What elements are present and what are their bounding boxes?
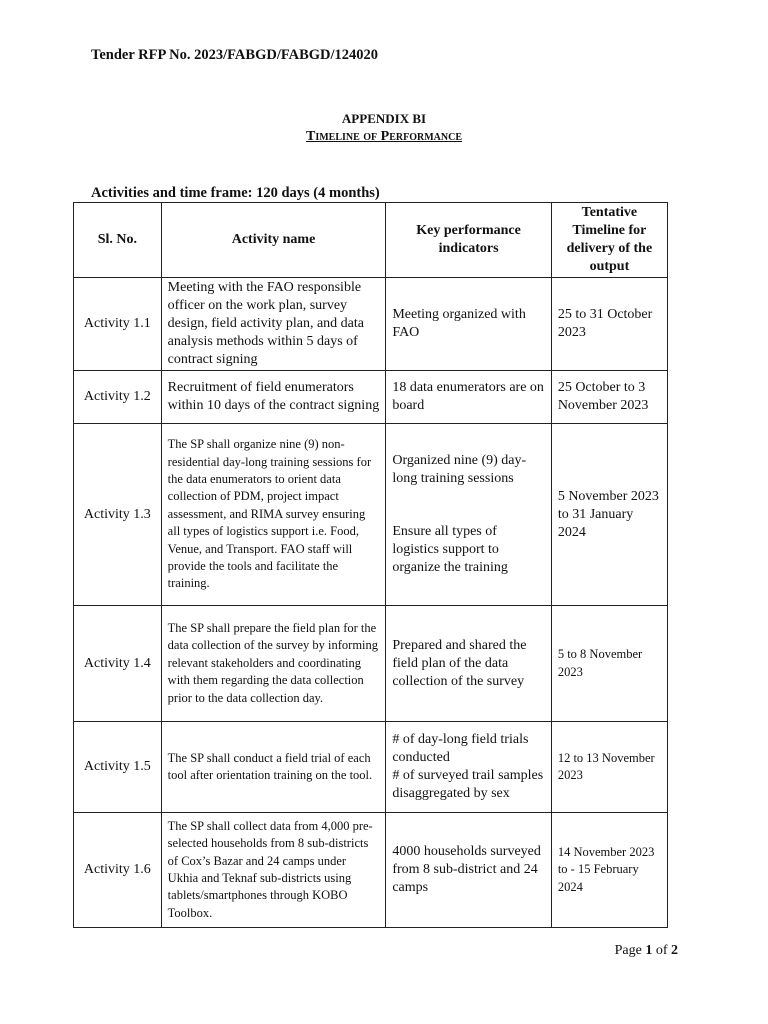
activity-name: The SP shall conduct a field trial of each tool after orientation training on the tool. xyxy=(161,722,386,813)
kpi-cell xyxy=(386,424,551,606)
activity-number: Activity 1.6 xyxy=(74,813,162,928)
table-row xyxy=(74,813,668,928)
page-of-label: of xyxy=(655,943,668,958)
subtitle-text: Timeline of Performance xyxy=(305,129,462,144)
table-row xyxy=(74,722,668,813)
column-header-timeline: Tentative Timeline for delivery of the output xyxy=(551,203,667,278)
table-header-row xyxy=(74,203,668,278)
kpi-cell xyxy=(386,722,551,813)
kpi-cell xyxy=(386,371,551,424)
column-header-sl-no: Sl. No. xyxy=(74,203,162,278)
activity-name: Meeting with the FAO responsible officer on the work plan, survey design, field activity plan, and data analysis methods within 5 days of contract signing xyxy=(161,278,386,371)
kpi-text: 18 data enumerators are on board xyxy=(392,380,544,413)
page-current: 1 xyxy=(645,943,653,958)
kpi-text: 4000 households surveyed from 8 sub-district and 24 camps xyxy=(392,844,541,895)
timeline-cell: 14 November 2023 to - 15 February 2024 xyxy=(551,813,667,928)
kpi-cell xyxy=(386,278,551,371)
timeline-cell: 12 to 13 November 2023 xyxy=(551,722,667,813)
table-row xyxy=(74,278,668,371)
activities-heading: Activities and time frame: 120 days (4 months) xyxy=(91,185,380,201)
kpi-spacer xyxy=(392,488,544,523)
kpi-cell xyxy=(386,606,551,722)
activity-number: Activity 1.1 xyxy=(74,278,162,371)
activity-number: Activity 1.5 xyxy=(74,722,162,813)
kpi-cell xyxy=(386,813,551,928)
tender-reference: Tender RFP No. 2023/FABGD/FABGD/124020 xyxy=(91,47,379,63)
appendix-title: APPENDIX BI xyxy=(341,111,427,126)
table-row xyxy=(74,424,668,606)
timeline-cell: 5 November 2023 to 31 January 2024 xyxy=(551,424,667,606)
activity-name: The SP shall organize nine (9) non-residential day-long training sessions for the data enumerators to orient data collection of PDM, project impact assessment, and RIMA survey ensuring all types of logistics support i.e. Food, Venue, and Transport. FAO staff will provide the tools and facilitate the training. xyxy=(161,424,386,606)
kpi-text-secondary: Ensure all types of logistics support to organize the training xyxy=(392,524,508,575)
page-number xyxy=(615,943,678,959)
kpi-text: Meeting organized with FAO xyxy=(392,307,526,340)
page-total: 2 xyxy=(671,943,678,958)
activity-number: Activity 1.4 xyxy=(74,606,162,722)
kpi-text: # of day-long field trials conducted xyxy=(392,732,529,765)
timeline-cell: 25 to 31 October 2023 xyxy=(551,278,667,371)
kpi-text: Prepared and shared the field plan of the data collection of the survey xyxy=(392,637,527,689)
page-label: Page xyxy=(614,943,642,958)
document-subtitle xyxy=(0,129,768,145)
column-header-activity-name: Activity name xyxy=(161,203,386,278)
table-row xyxy=(74,371,668,424)
timeline-cell: 5 to 8 November 2023 xyxy=(551,606,667,722)
activity-name: Recruitment of field enumerators within 10 days of the contract signing xyxy=(161,371,386,424)
kpi-text: Organized nine (9) day-long training sessions xyxy=(392,453,527,486)
activity-name: The SP shall collect data from 4,000 pre-selected households from 8 sub-districts of Cox’s Bazar and 24 camps under Ukhia and Teknaf sub-districts using tablets/smartphones through KOBO Toolbox. xyxy=(161,813,386,928)
kpi-text-secondary: # of surveyed trail samples disaggregated by sex xyxy=(392,768,544,801)
activity-number: Activity 1.3 xyxy=(74,424,162,606)
timeline-table xyxy=(73,202,668,928)
activity-name: The SP shall prepare the field plan for the data collection of the survey by informing relevant stakeholders and coordinating with them regarding the data collection prior to the data collection day. xyxy=(161,606,386,722)
activity-number: Activity 1.2 xyxy=(74,371,162,424)
column-header-kpi: Key performance indicators xyxy=(386,203,551,278)
table-row xyxy=(74,606,668,722)
timeline-cell: 25 October to 3 November 2023 xyxy=(551,371,667,424)
